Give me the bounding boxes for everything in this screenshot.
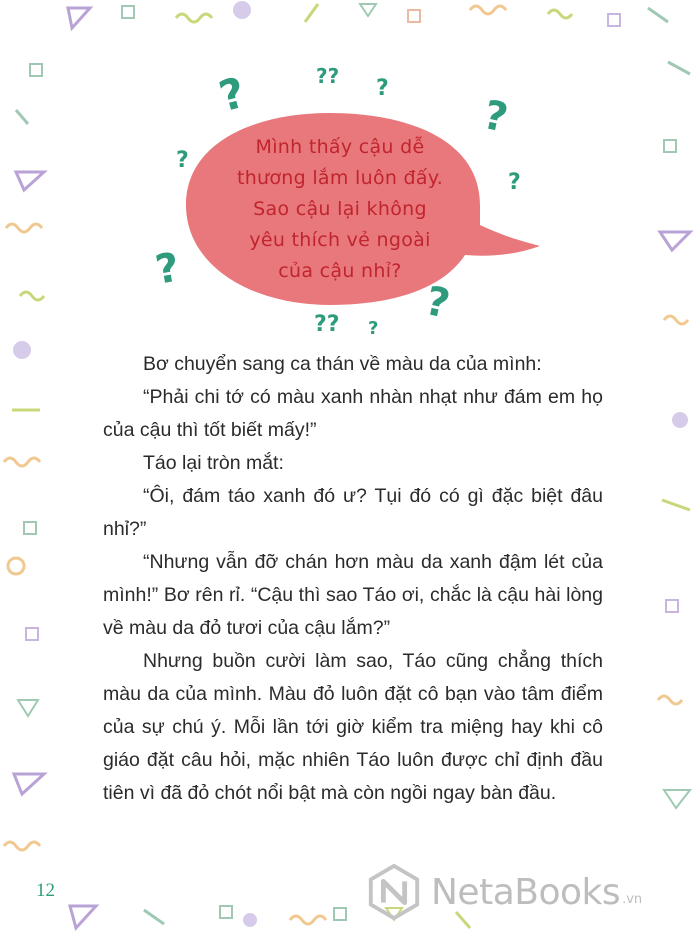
bubble-line: Mình thấy cậu dễ <box>255 136 425 158</box>
bubble-line: yêu thích vẻ ngoài <box>249 229 431 251</box>
question-mark-icon: ? <box>368 318 379 339</box>
question-mark-icon: ? <box>479 92 512 142</box>
question-mark-icon: ?? <box>316 64 340 88</box>
page-number: 12 <box>36 880 55 901</box>
bubble-line: Sao cậu lại không <box>253 198 427 220</box>
paragraph: Táo lại tròn mắt: <box>143 452 284 474</box>
question-mark-icon: ? <box>176 148 189 173</box>
question-mark-icon: ? <box>421 278 454 328</box>
watermark-brand: NetaBooks <box>431 871 621 913</box>
question-mark-icon: ? <box>214 67 251 122</box>
paragraph: Nhưng buồn cười làm sao, Táo cũng chẳng thích màu da của mình. Màu đỏ luôn đặt cô bạn vào tâm điểm của sự chú ý. Mỗi lần tới giờ kiểm tra miệng hay khi cô giáo đặt câu hỏi, mặc nhiên Táo luôn được chỉ định đầu tiên vì đã đỏ chót nổi bật mà còn ngồi ngay bàn đầu. <box>103 650 603 804</box>
bubble-line: thương lắm luôn đấy. <box>236 167 444 189</box>
paragraph: “Nhưng vẫn đỡ chán hơn màu da xanh đậm lét của mình!” Bơ rên rỉ. “Cậu thì sao Táo ơi, chắc là cậu hài lòng về màu da đỏ tươi của cậu lắm?” <box>103 551 603 639</box>
netabooks-logo-icon <box>365 863 423 921</box>
paragraph: “Ôi, đám táo xanh đó ư? Tụi đó có gì đặc biệt đâu nhỉ?” <box>103 485 603 540</box>
question-mark-icon: ? <box>508 170 521 195</box>
paragraph: Bơ chuyển sang ca thán về màu da của mình: <box>143 353 542 375</box>
watermark-suffix: .vn <box>622 891 643 907</box>
bubble-line: của cậu nhỉ? <box>278 260 402 282</box>
question-mark-icon: ?? <box>314 312 340 337</box>
question-mark-icon: ? <box>376 76 389 101</box>
paragraph: “Phải chi tớ có màu xanh nhàn nhạt như đám em họ của cậu thì tốt biết mấy!” <box>103 386 603 441</box>
netabooks-watermark <box>365 860 695 924</box>
story-text <box>103 348 603 810</box>
speech-bubble-text <box>200 132 480 287</box>
question-mark-icon: ? <box>152 244 184 294</box>
